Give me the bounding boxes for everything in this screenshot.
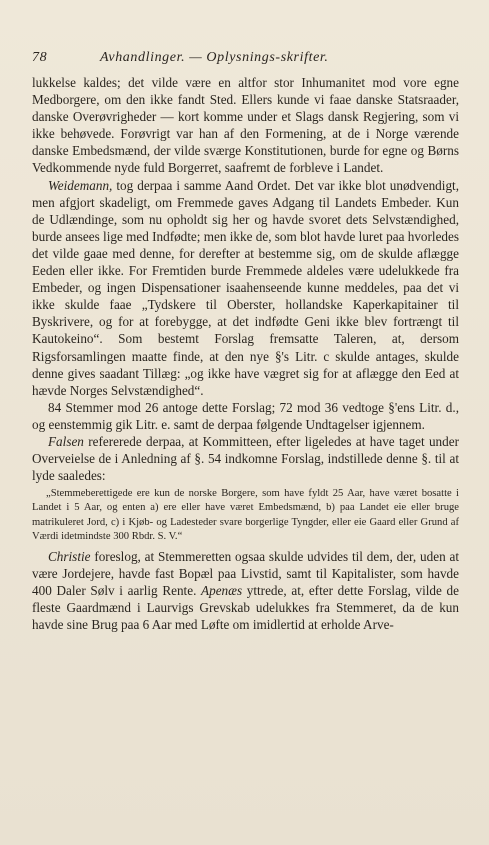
body-text	[32, 74, 459, 634]
speaker-apenaes: Apenæs	[201, 583, 243, 599]
speaker-falsen: Falsen	[48, 433, 84, 449]
paragraph-4	[32, 433, 459, 484]
page-header	[32, 50, 459, 66]
speaker-christie: Christie	[48, 549, 91, 565]
paragraph-3: 84 Stemmer mod 26 antoge dette Forslag; 72 mod 36 vedtoge §'ens Litr. d., og eenstemmig gik Litr. e. samt de derpaa følgende Undtagelser igjennem.	[32, 399, 459, 432]
paragraph-5-text-2: yttrede, at, efter dette Forslag, vilde de fleste Gaardmænd i Laurvigs Grevskab udelukkes fra Stemmeret, da de kun havde sine Brug paa 6 Aar med Løfte om imidlertid at erholde Arve-	[32, 583, 459, 633]
running-title: Avhandlinger. — Oplysnings-skrifter.	[100, 50, 329, 65]
paragraph-2-text: tog derpaa i samme Aand Ordet. Det var ikke blot unødvendigt, men afgjort skadeligt, om Fremmede gaves Adgang til Landets Embeder. Kun de Udlændinge, som nu opholdt sig her og havde svoret dets Selvstændighed, burde ansees lige med Indfødte; men ikke de, som blot havde luret paa hvorledes det vilde gaae med denne, for derefter at bestemme sig, om de skulde aflægge Eeden eller ikke. For Fremtiden burde Fremmede aldeles være udelukkede fra Embeder, og ingen Dispensationer isaahenseende kunne meddeles, paa det vi ikke skulde faae „Tydskere til Oberster, hollandske Kaperkapitainer til Byskrivere, og for at forebygge, at det indfødte Geni ikke blev fortrængt til Kautokeino“. Som bestemt Forslag fremsatte Taleren, at, dersom Rigsforsamlingen maatte finde, at den nye §'s Litr. c skulde antages, skulde denne gives saadant Tillæg: „og ikke have vægret sig for at aflægge den Eed at hævde Norges Selvstændighed“.	[32, 177, 459, 398]
speaker-weidemann: Weidemann,	[48, 177, 113, 193]
paragraph-1: lukkelse kaldes; det vilde være en altfor stor Inhumanitet mod vore egne Medborgere, om den ikke fandt Sted. Ellers kunde vi faae danske Statsraader, danske Overøvrigheder — kort komme under et Slags dansk Regjering, som vi ikke behøvede. Forøvrigt var han af den Formening, at de i Norge værende danske Embedsmænd, der vilde sværge Konstitutionen, burde for egne og Børns Vedkommende nyde fuld Borgerret, saafremt de forbleve i Landet.	[32, 75, 459, 176]
page-number: 78	[32, 50, 48, 65]
quote-text: „Stemmeberettigede ere kun de norske Borgere, som have fyldt 25 Aar, have været bosatte i Landet i 5 Aar, og enten a) ere eller have været Embedsmænd, b) paa Landet eie eller bruge matrikuleret Jord, c) i Kjøb- og Ladesteder svare borgerlige Tyngder, eller eie Gaard eller Grund af Værdi idetmindste 300 Rbdr. S. V.“	[32, 488, 459, 542]
paragraph-5-text: foreslog, at Stemmeretten ogsaa skulde udvides til dem, der, uden at være Jordejere, havde fast Bopæl paa Livstid, samt til Kapitalister, som havde 400 Daler Sølv i aarlig Rente.	[32, 549, 459, 599]
paragraph-4-text: refererede derpaa, at Kommitteen, efter ligeledes at have taget under Overveielse de i Anledning af §. 54 indkomne Forslag, indstillede denne §. til at lyde saaledes:	[32, 433, 459, 484]
paragraph-5	[32, 548, 459, 633]
quoted-proposal	[32, 487, 459, 544]
paragraph-2	[32, 177, 459, 399]
